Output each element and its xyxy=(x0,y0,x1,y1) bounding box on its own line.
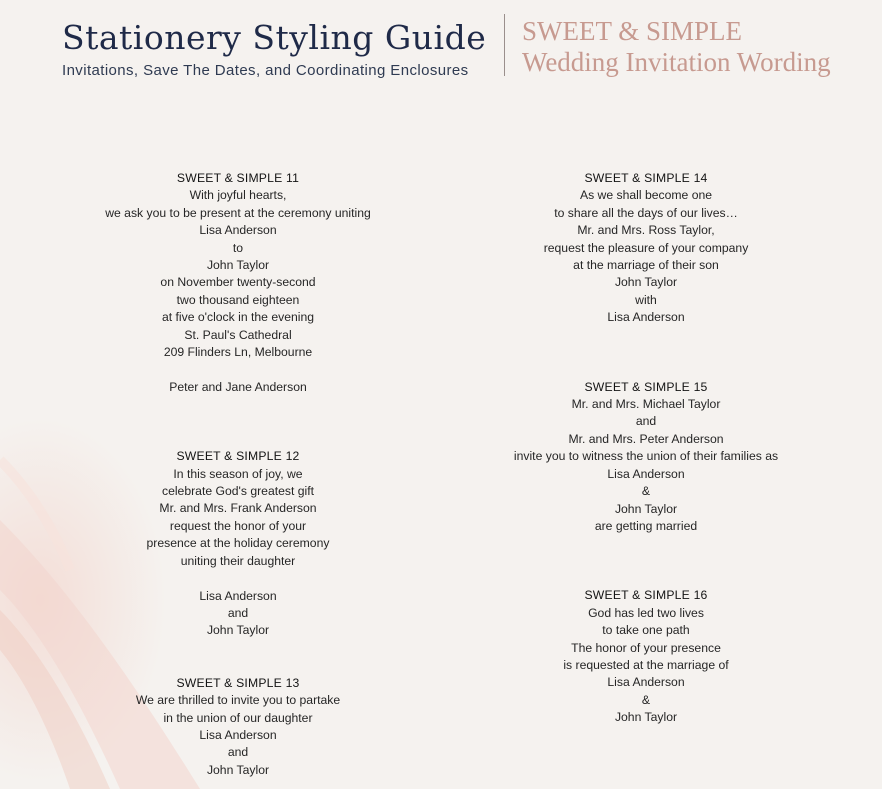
wording-line: John Taylor xyxy=(614,501,678,516)
left-column xyxy=(80,170,396,779)
wording-line: and xyxy=(227,605,249,620)
wording-line: request the honor of your xyxy=(169,518,307,533)
wording-block xyxy=(486,170,806,327)
right-column xyxy=(486,170,806,727)
wording-line: John Taylor xyxy=(206,258,270,273)
wording-line: Mr. and Mrs. Ross Taylor, xyxy=(577,223,715,238)
page-title: Stationery Styling Guide xyxy=(62,18,487,57)
wording-line: Mr. and Mrs. Frank Anderson xyxy=(159,501,317,516)
section-title-line1: SWEET & SIMPLE xyxy=(522,16,743,46)
wording-line: are getting married xyxy=(594,518,698,533)
wording-heading: SWEET & SIMPLE 15 xyxy=(584,379,708,394)
blank-line xyxy=(80,570,396,587)
wording-block xyxy=(80,170,396,396)
wording-line: and xyxy=(227,745,249,760)
wording-heading: SWEET & SIMPLE 12 xyxy=(176,449,300,464)
wording-line: John Taylor xyxy=(614,710,678,725)
section-title-line2: Wedding Invitation Wording xyxy=(522,47,831,77)
wording-line: We are thrilled to invite you to partake xyxy=(135,693,341,708)
guide-header xyxy=(62,16,492,81)
wording-line: uniting their daughter xyxy=(180,553,296,568)
wording-line: & xyxy=(641,484,651,499)
blank-line xyxy=(80,361,396,378)
wording-line: The honor of your presence xyxy=(571,640,721,655)
wording-line: two thousand eighteen xyxy=(176,292,300,307)
wording-line: 209 Flinders Ln, Melbourne xyxy=(163,345,313,360)
wording-line: Lisa Anderson xyxy=(607,310,685,325)
section-header xyxy=(522,16,872,78)
wording-heading: SWEET & SIMPLE 16 xyxy=(584,588,708,603)
wording-line: Lisa Anderson xyxy=(199,588,277,603)
wording-line: Mr. and Mrs. Peter Anderson xyxy=(568,431,724,446)
wording-line: Lisa Anderson xyxy=(199,727,277,742)
wording-line: In this season of joy, we xyxy=(173,466,303,481)
wording-line: at five o'clock in the evening xyxy=(161,310,315,325)
wording-line: to share all the days of our lives… xyxy=(554,205,738,220)
wording-line: & xyxy=(641,692,651,707)
wording-line: Mr. and Mrs. Michael Taylor xyxy=(571,397,721,412)
wording-line: invite you to witness the union of their families as xyxy=(513,449,779,464)
wording-line: request the pleasure of your company xyxy=(543,240,749,255)
wording-line: celebrate God's greatest gift xyxy=(161,484,315,499)
wording-line: is requested at the marriage of xyxy=(563,657,729,672)
wording-line: to take one path xyxy=(602,623,690,638)
page-subtitle: Invitations, Save The Dates, and Coordinating Enclosures xyxy=(62,62,469,79)
wording-block xyxy=(80,448,396,639)
wording-block xyxy=(486,379,806,536)
wording-line: on November twenty-second xyxy=(160,275,316,290)
wording-line: God has led two lives xyxy=(588,605,704,620)
wording-heading: SWEET & SIMPLE 13 xyxy=(176,675,300,690)
wording-block xyxy=(80,675,396,779)
wording-line: and xyxy=(635,414,657,429)
wording-line: with xyxy=(635,292,657,307)
wording-line: John Taylor xyxy=(206,623,270,638)
wording-line: With joyful hearts, xyxy=(189,188,287,203)
wording-heading: SWEET & SIMPLE 14 xyxy=(584,171,708,185)
wording-line: we ask you to be present at the ceremony uniting xyxy=(105,205,371,220)
wording-block xyxy=(486,587,806,726)
wording-line: Peter and Jane Anderson xyxy=(169,379,307,394)
wording-line: John Taylor xyxy=(206,762,270,777)
wording-line: at the marriage of their son xyxy=(573,258,719,273)
wording-line: Lisa Anderson xyxy=(607,675,685,690)
wording-line: As we shall become one xyxy=(579,188,713,203)
wording-line: in the union of our daughter xyxy=(163,710,313,725)
wording-line: Lisa Anderson xyxy=(199,223,277,238)
wording-line: presence at the holiday ceremony xyxy=(146,536,330,551)
wording-line: to xyxy=(232,240,244,255)
wording-line: John Taylor xyxy=(614,275,678,290)
header-divider xyxy=(504,14,505,76)
wording-line: St. Paul's Cathedral xyxy=(184,327,292,342)
wording-line: Lisa Anderson xyxy=(607,466,685,481)
wording-heading: SWEET & SIMPLE 11 xyxy=(176,171,300,185)
